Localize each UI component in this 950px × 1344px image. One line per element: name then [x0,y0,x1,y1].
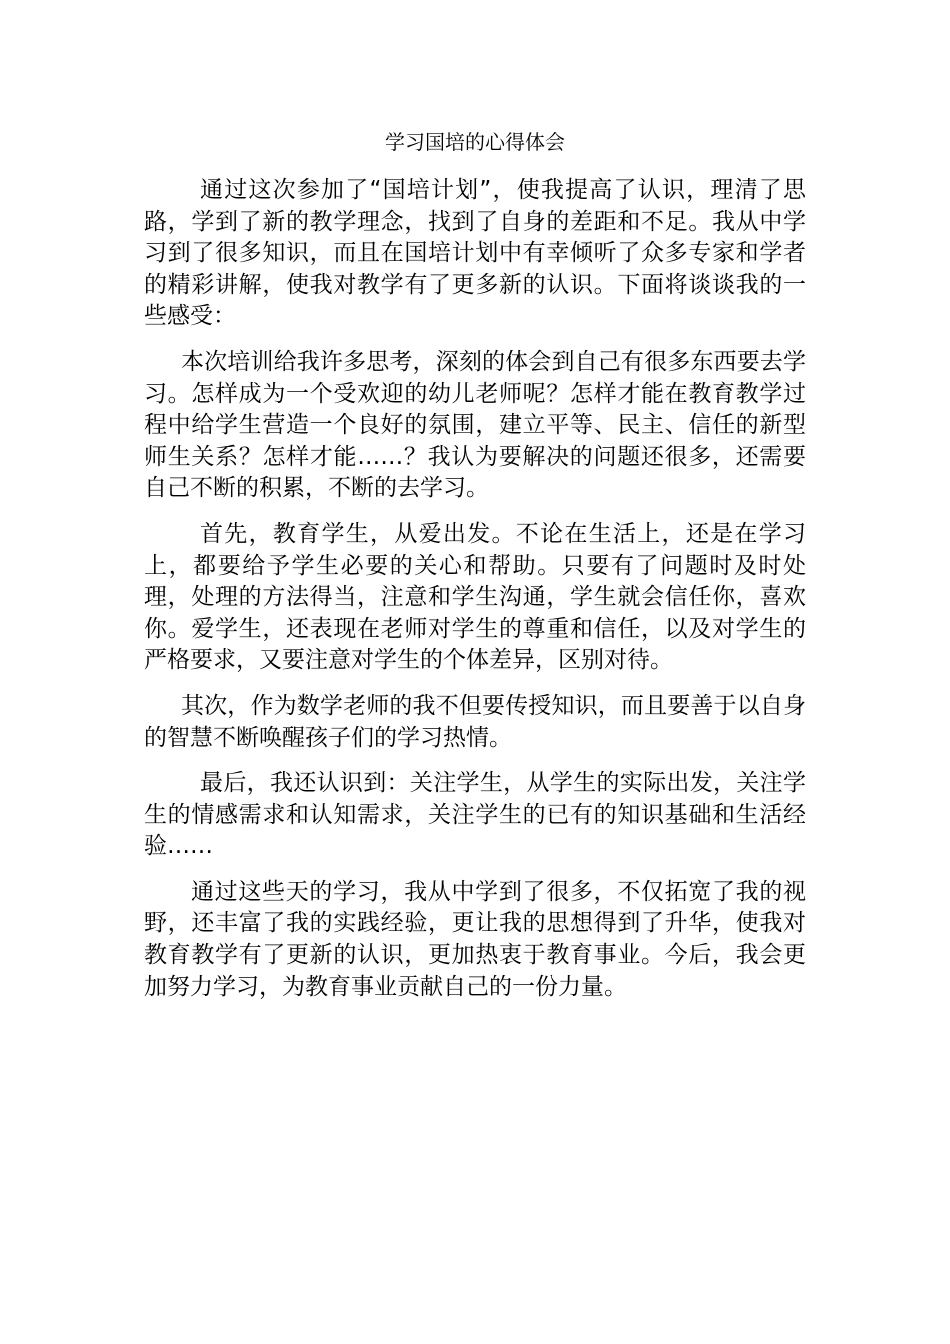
paragraph-reflection: 本次培训给我许多思考，深刻的体会到自己有很多东西要去学习。怎样成为一个受欢迎的幼儿老师呢？怎样才能在教育教学过程中给学生营造一个良好的氛围，建立平等、民主、信任的新型师生关系？怎样才能……？我认为要解决的问题还很多，还需要自己不断的积累，不断的去学习。 [144,348,806,502]
document-body [144,175,806,1017]
document-title: 学习国培的心得体会 [385,130,565,154]
paragraph-second: 其次，作为数学老师的我不但要传授知识，而且要善于以自身的智慧不断唤醒孩子们的学习热情。 [144,692,806,751]
paragraph-intro: 通过这次参加了“国培计划”，使我提高了认识，理清了思路，学到了新的教学理念，找到了自身的差距和不足。我从中学习到了很多知识，而且在国培计划中有幸倾听了众多专家和学者的精彩讲解，使我对教学有了更多新的认识。下面将谈谈我的一些感受： [144,177,806,330]
paragraph-last: 最后，我还认识到：关注学生，从学生的实际出发，关注学生的情感需求和认知需求，关注学生的已有的知识基础和生活经验…… [144,770,806,860]
paragraph-first: 首先，教育学生，从爱出发。不论在生活上，还是在学习上，都要给予学生必要的关心和帮助。只要有了问题时及时处理，处理的方法得当，注意和学生沟通，学生就会信任你，喜欢你。爱学生，还表现在老师对学生的尊重和信任，以及对学生的严格要求，又要注意对学生的个体差异，区别对待。 [144,520,806,674]
paragraph-conclusion: 通过这些天的学习，我从中学到了很多，不仅拓宽了我的视野，还丰富了我的实践经验，更让我的思想得到了升华，使我对教育教学有了更新的认识，更加热衷于教育事业。今后，我会更加努力学习，为教育事业贡献自己的一份力量。 [144,878,806,1000]
